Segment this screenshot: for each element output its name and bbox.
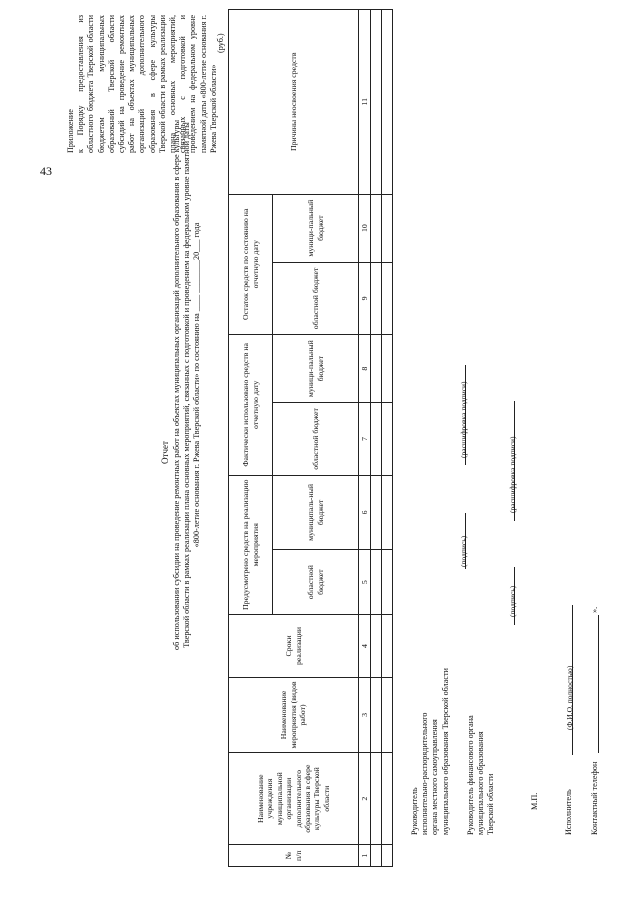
- header-used: Фактически использовано средств на отчетную дату: [229, 335, 273, 476]
- header-organization: Наименование учреждения муниципальной организации дополнительного образования в сфере культуры Тверской области: [229, 752, 359, 844]
- finance-decode-caption: (расшифровка подписи): [508, 436, 517, 513]
- finance-signature-caption: (подпись): [508, 585, 517, 617]
- head-title-line2: исполнительно-распорядительного: [420, 712, 430, 835]
- col-number: 10: [359, 194, 371, 262]
- report-title: Отчет: [160, 441, 170, 464]
- header-event: Наименование мероприятия (видов работ): [229, 677, 359, 752]
- header-balance-municipal: муници-пальный бюджет: [273, 194, 359, 262]
- header-planned-municipal: муниципаль-ный бюджет: [273, 475, 359, 550]
- executor-label: Исполнитель: [564, 789, 573, 835]
- head-signature-caption: (подпись): [459, 535, 468, 567]
- report-subtitle-line3: «800-летие основания г. Ржева Тверской области» по состоянию на ____ ________20___ года: [192, 222, 202, 548]
- header-terms: Сроки реализации: [229, 614, 359, 677]
- head-title-line1: Руководитель: [410, 787, 419, 835]
- col-number: 1: [359, 845, 371, 867]
- head-title-line3: органа местного самоуправления: [430, 719, 440, 835]
- header-planned-regional: областной бюджет: [273, 550, 359, 615]
- col-number: 6: [359, 475, 371, 550]
- col-number: 7: [359, 403, 371, 475]
- col-number: 2: [359, 752, 371, 844]
- phone-label: Контактный телефон: [590, 761, 599, 835]
- header-planned: Предусмотрено средств на реализацию мероприятия: [229, 475, 273, 614]
- header-used-municipal: муници-пальный бюджет: [273, 335, 359, 403]
- report-table: [228, 9, 393, 867]
- table-row: [371, 10, 382, 867]
- report-subtitle-line1: об использовании субсидии на проведение ремонтных работ на объектах муниципальных организаций дополнительного образования в сфере культуры: [172, 120, 181, 650]
- col-number: 5: [359, 550, 371, 615]
- page-number: 43: [40, 164, 52, 178]
- head-signature-block: [410, 668, 451, 835]
- phone-end: ».: [590, 606, 599, 613]
- head-title-line4: муниципального образования Тверской области: [440, 668, 450, 835]
- header-balance: Остаток средств по состоянию на отчетную дату: [229, 194, 273, 335]
- header-balance-regional: областной бюджет: [273, 262, 359, 334]
- col-number: 3: [359, 677, 371, 752]
- report-subtitle: [172, 65, 203, 705]
- phone-line: [598, 615, 599, 753]
- header-reasons: Причины неосвоения средств: [229, 10, 359, 195]
- report-subtitle-line2: Тверской области в рамках реализации плана основных мероприятий, связанных с подготовкой и проведением на федеральном уровне памятной даты: [182, 122, 192, 648]
- finance-signature-block: [466, 715, 497, 835]
- appendix-text: к Порядку предоставления из областного бюджета Тверской области бюджетам муниципальных образований Тверской области субсидий на проведение ремонтных работ на объектах муниципальных организаций дополнительного образования в сфере культуры Тверской области в рамках реализации плана основных мероприятий, связанных с подготовкой и проведением на федеральном уровне памятной даты «800-летие основания г. Ржева Тверской области»: [76, 15, 218, 153]
- header-num: № п/п: [229, 845, 359, 867]
- column-numbers-row: [359, 10, 371, 867]
- table-row: [382, 10, 393, 867]
- header-used-regional: областной бюджет: [273, 403, 359, 475]
- finance-title-line3: Тверской области: [486, 773, 496, 835]
- finance-title-line2: муниципального образования: [476, 731, 486, 835]
- head-decode-caption: (расшифровка подписи): [459, 381, 468, 458]
- finance-title-line1: Руководитель финансового органа: [466, 715, 475, 835]
- col-number: 9: [359, 262, 371, 334]
- col-number: 11: [359, 10, 371, 195]
- col-number: 4: [359, 614, 371, 677]
- executor-fio-caption: (Ф.И.О. полностью): [565, 665, 574, 730]
- col-number: 8: [359, 335, 371, 403]
- stamp-label: М.П.: [530, 792, 539, 810]
- appendix-heading: Приложение: [66, 109, 75, 153]
- units-label: (руб.): [216, 33, 225, 53]
